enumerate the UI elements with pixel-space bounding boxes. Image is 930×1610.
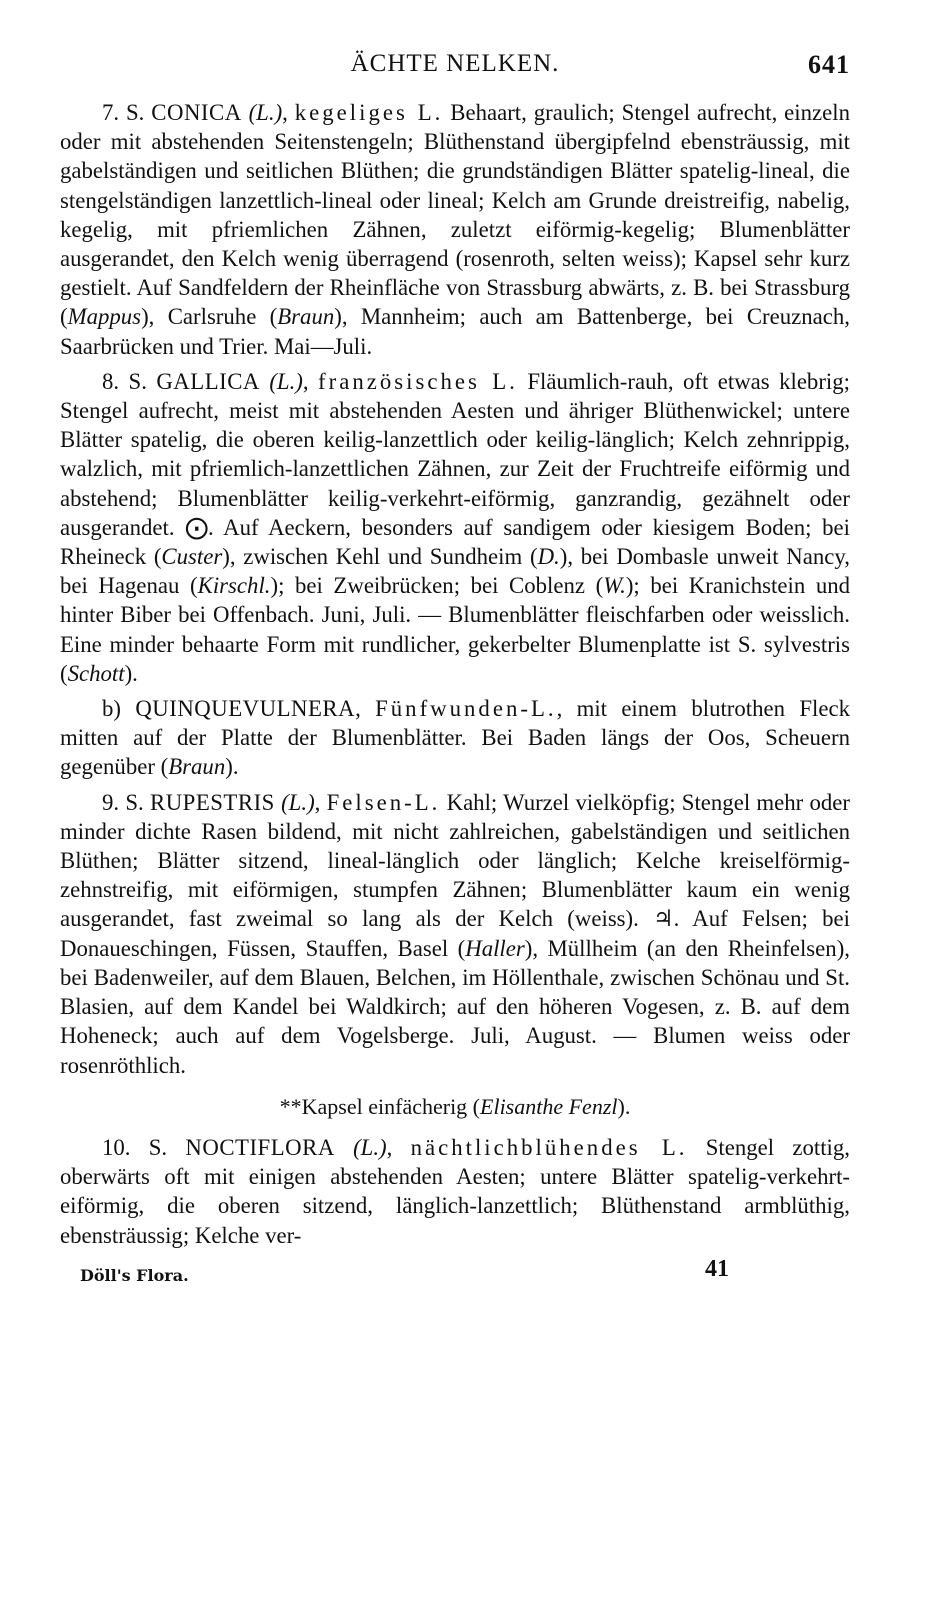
entry-number: 8. S.	[102, 368, 147, 394]
author: (L.)	[248, 100, 283, 125]
species-name: QUINQUEVULNERA	[135, 696, 356, 722]
citation: Schott	[67, 660, 125, 686]
subsection-heading: **Kapsel einfächerig (Elisanthe Fenzl).	[279, 1093, 631, 1119]
page-title: ÄCHTE NELKEN.	[350, 50, 560, 77]
entry-number: b)	[102, 696, 121, 722]
description: ), Mannheim; auch am Battenberge, bei Creuznach, Saarbrücken und Trier. Mai—Juli.	[60, 304, 850, 359]
entry-number: 9. S.	[102, 789, 144, 815]
description: ).	[225, 754, 239, 780]
citation: Mappus	[67, 304, 142, 330]
description: , mit einem blutrothen Fleck mitten auf der Platte der Blumenblätter. Bei Baden längs der Oos, Scheuern gegenüber (	[60, 696, 851, 780]
citation: Kirschl.	[197, 573, 271, 599]
description: ); bei Zweibrücken; bei Coblenz (	[270, 573, 604, 599]
description: ), bei Dombasle unweit Nancy, bei Hagenau (	[60, 544, 850, 599]
entry-conica: 7. S. CONICA (L.), kegeliges L. Behaart, graulich; Stengel aufrecht, einzeln oder mit abstehenden Seitenstengeln; Blüthenstand übergipfelnd ebensträussig, mit gabelständigen und seitlichen Blüthen; die grundständigen Blätter spatelig-lineal, die stengelständigen lanzettlich-lineal oder lineal; Kelch am Grunde dreistreifig, nabelig, kegelig, mit pfriemlichen Zähnen, zuletzt eiförmig-kegelig; Blumenblätter ausgerandet, den Kelch wenig überragend (rosenroth, selten weiss); Kapsel sehr kurz gestielt. Auf Sandfeldern der Rheinfläche von Strassburg abwärts, z. B. bei Strassburg (Mappus), Carlsruhe (Braun), Mannheim; auch am Battenberge, bei Creuznach, Saarbrücken und Trier. Mai—Juli.	[60, 100, 850, 359]
citation: Custer	[161, 544, 223, 570]
species-name: GALLICA	[156, 368, 260, 394]
common-name: Fünfwunden-L.	[375, 696, 557, 722]
species-name: CONICA	[151, 100, 242, 125]
citation: Braun	[168, 754, 226, 780]
citation: Braun	[277, 304, 335, 330]
species-name: NOCTIFLORA	[185, 1134, 335, 1160]
entry-number: 10. S.	[102, 1134, 168, 1160]
description: ).	[124, 660, 138, 686]
citation: Elisanthe Fenzl	[480, 1093, 618, 1119]
description: Behaart, graulich; Stengel aufrecht, einzeln oder mit abstehenden Seitenstengeln; Blüthenstand übergipfelnd ebensträussig, mit gabelständigen und seitlichen Blüthen; die grundständigen Blätter spatelig-lineal, die stengelständigen lanzettlich-lineal oder lineal; Kelch am Grunde dreistreifig, nabelig, kegelig, mit pfriemlichen Zähnen, zuletzt eiförmig-kegelig; Blumenblätter ausgerandet, den Kelch wenig überragend (rosenroth, selten weiss); Kapsel sehr kurz gestielt. Auf Sandfeldern der Rheinfläche von Strassburg abwärts, z. B. bei Strassburg (	[60, 100, 850, 330]
entry-quinquevulnera: b) QUINQUEVULNERA, Fünfwunden-L., mit einem blutrothen Fleck mitten auf der Platte der Blumenblätter. Bei Baden längs der Oos, Scheuern gegenüber (Braun).	[60, 696, 851, 780]
description: Fläumlich-rauh, oft etwas klebrig; Stengel aufrecht, meist mit abstehenden Aesten und ähriger Blüthenwickel; untere Blätter spatelig, die oberen keilig-lanzettlich oder keilig-länglich; Kelch zehnrippig, walzlich, mit pfriemlich-lanzettlichen Zähnen, zur Zeit der Fruchtreife eiförmig und abstehend; Blumenblätter keilig-verkehrt-eiförmig, ganzrandig, gezähnelt oder ausgerandet. ⨀. Auf Aeckern, besonders auf sandigem oder kiesigem Boden; bei Rheineck (	[60, 368, 850, 570]
entry-rupestris: 9. S. RUPESTRIS (L.), Felsen-L. Kahl; Wurzel vielköpfig; Stengel mehr oder minder dichte Rasen bildend, mit nicht zahlreichen, gabelständigen und seitlichen Blüthen; Blätter sitzend, lineal-länglich oder länglich; Kelche kreiselförmig-zehnstreifig, mit eiförmigen, stumpfen Zähnen; Blumenblätter kaum ein wenig ausgerandet, fast zweimal so lang als der Kelch (weiss). ♃. Auf Felsen; bei Donaueschingen, Füssen, Stauffen, Basel (Haller), Müllheim (an den Rheinfelsen), bei Badenweiler, auf dem Blauen, Belchen, im Höllenthale, zwischen Schönau und St. Blasien, auf dem Kandel bei Waldkirch; auf den höheren Vogesen, z. B. auf dem Hoheneck; auch auf dem Vogelsberge. Juli, August. — Blumen weiss oder rosenröthlich.	[60, 789, 850, 1078]
species-name: RUPESTRIS	[149, 789, 275, 815]
description: ), Müllheim (an den Rheinfelsen), bei Badenweiler, auf dem Blauen, Belchen, im Höllenthale, zwischen Schönau und St. Blasien, auf dem Kandel bei Waldkirch; auf den höheren Vogesen, z. B. auf dem Hoheneck; auch auf dem Vogelsberge. Juli, August. — Blumen weiss oder rosenröthlich.	[60, 935, 850, 1078]
common-name: kegeliges L.	[294, 100, 444, 125]
common-name: Felsen-L.	[326, 789, 441, 815]
page-number: 641	[808, 50, 850, 79]
description: ), zwischen Kehl und Sundheim (	[222, 544, 538, 570]
signature-mark: Döll's Flora.	[80, 1265, 189, 1285]
author: (L.)	[281, 789, 315, 815]
description: ); bei Kranichstein und hinter Biber bei Offenbach. Juni, Juli. — Blumenblätter fleischfarben oder weisslich. Eine minder behaarte Form mit rundlicher, gekerbelter Blumenplatte ist S. sylvestris (	[60, 573, 851, 686]
citation: D.	[537, 544, 560, 570]
entry-noctiflora: 10. S. NOCTIFLORA (L.), nächtlichblühendes L. Stengel zottig, oberwärts oft mit einigen abstehenden Aesten; untere Blätter spatelig-verkehrt-eiförmig, die oberen sitzend, länglich-lanzettlich; Blüthenstand armblüthig, ebensträussig; Kelche ver-	[60, 1134, 850, 1248]
description: ), Carlsruhe (	[141, 304, 278, 330]
citation: Haller	[465, 935, 525, 961]
page	[60, 50, 850, 1292]
description: Stengel zottig, oberwärts oft mit einigen abstehenden Aesten; untere Blätter spatelig-verkehrt-eiförmig, die oberen sitzend, länglich-lanzettlich; Blüthenstand armblüthig, ebensträussig; Kelche ver-	[60, 1134, 850, 1248]
author: (L.)	[269, 368, 303, 394]
page-footer	[60, 1255, 850, 1292]
running-header	[60, 50, 850, 98]
common-name: französisches L.	[318, 368, 518, 394]
sheet-number: 41	[705, 1255, 729, 1282]
description: Kahl; Wurzel vielköpfig; Stengel mehr oder minder dichte Rasen bildend, mit nicht zahlreichen, gabelständigen und seitlichen Blüthen; Blätter sitzend, lineal-länglich oder länglich; Kelche kreiselförmig-zehnstreifig, mit eiförmigen, stumpfen Zähnen; Blumenblätter kaum ein wenig ausgerandet, fast zweimal so lang als der Kelch (weiss). ♃. Auf Felsen; bei Donaueschingen, Füssen, Stauffen, Basel (	[60, 789, 850, 961]
entry-gallica: 8. S. GALLICA (L.), französisches L. Fläumlich-rauh, oft etwas klebrig; Stengel aufrecht, meist mit abstehenden Aesten und ähriger Blüthenwickel; untere Blätter spatelig, die oberen keilig-lanzettlich oder keilig-länglich; Kelch zehnrippig, walzlich, mit pfriemlich-lanzettlichen Zähnen, zur Zeit der Fruchtreife eiförmig und abstehend; Blumenblätter keilig-verkehrt-eiförmig, ganzrandig, gezähnelt oder ausgerandet. ⨀. Auf Aeckern, besonders auf sandigem oder kiesigem Boden; bei Rheineck (Custer), zwischen Kehl und Sundheim (D.), bei Dombasle unweit Nancy, bei Hagenau (Kirschl.); bei Zweibrücken; bei Coblenz (W.); bei Kranichstein und hinter Biber bei Offenbach. Juni, Juli. — Blumenblätter fleischfarben oder weisslich. Eine minder behaarte Form mit rundlicher, gekerbelter Blumenplatte ist S. sylvestris (Schott).	[60, 368, 851, 686]
entry-number: 7. S.	[102, 100, 145, 125]
citation: W.	[603, 573, 626, 599]
common-name: nächtlichblühendes L.	[410, 1134, 688, 1160]
author: (L.)	[353, 1134, 387, 1160]
